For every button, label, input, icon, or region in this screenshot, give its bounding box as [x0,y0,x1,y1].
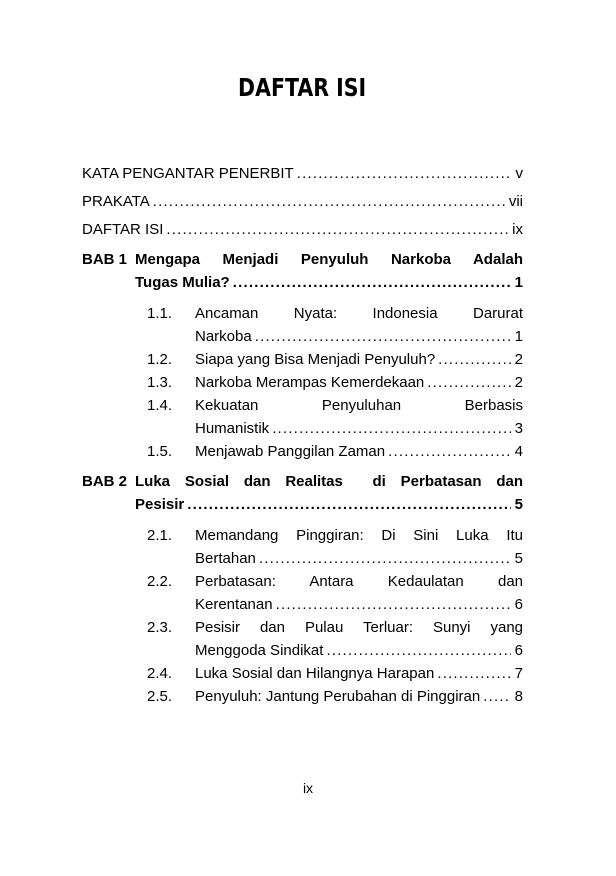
section-title-line: Memandang Pinggiran: Di Sini Luka Itu [195,527,523,544]
section-title [195,371,523,394]
section-title-text: Siapa yang Bisa Menjadi Penyuluh? [195,351,436,368]
page-number: 5 [514,496,523,513]
front-matter-label: KATA PENGANTAR PENERBIT [82,165,294,182]
page-number: 1 [514,328,523,345]
toc-section-entry [82,524,523,570]
section-title-text: Penyuluh: Jantung Perubahan di Pinggiran [195,688,481,705]
dot-leader [438,348,510,371]
dot-leader [388,440,511,463]
section-title-text: Kerentanan [195,596,273,613]
page-title [82,0,523,102]
dot-leader [255,325,511,348]
toc-section-entry [82,570,523,616]
section-title-text: Bertahan [195,550,256,567]
dot-leader [259,547,511,570]
section-title [195,570,523,616]
section-number: 2.3. [147,619,173,636]
front-matter-line [82,218,523,241]
section-title-text: Narkoba [195,328,252,345]
page-number: 4 [514,443,523,460]
page-title-text: DAFTAR ISI [238,73,367,102]
chapter-title-line [135,271,523,294]
section-title-line [195,685,523,708]
dot-leader [272,417,510,440]
section-list [82,302,523,463]
section-title [195,662,523,685]
toc-section-entry [82,662,523,685]
section-title-text: Narkoba Merampas Kemerdekaan [195,374,425,391]
section-number: 2.1. [147,527,173,544]
chapter-title [135,470,523,516]
section-title [195,616,523,662]
toc-chapter-block [82,470,523,708]
section-title-line [195,639,523,662]
page-number: vii [508,193,523,210]
section-title-text: Menggoda Sindikat [195,642,324,659]
page-number: 6 [514,642,523,659]
section-title-line [195,662,523,685]
dot-leader [483,685,510,708]
chapter-title-line: Luka Sosial dan Realitas di Perbatasan dan [135,473,523,490]
page-number: 6 [514,596,523,613]
chapter-label: BAB 1 [82,251,128,268]
section-title-line [195,593,523,616]
section-title-text: Humanistik [195,420,270,437]
section-title [195,685,523,708]
section-number: 2.4. [147,665,173,682]
section-title-line: Perbatasan: Antara Kedaulatan dan [195,573,523,590]
toc-section-entry [82,394,523,440]
section-title-line [195,371,523,394]
toc-front-matter-entry [82,190,523,213]
section-number: 2.2. [147,573,173,590]
front-matter-line [82,162,523,185]
section-title-line [195,325,523,348]
chapter-title-line: Mengapa Menjadi Penyuluh Narkoba Adalah [135,251,523,268]
page-number: 8 [514,688,523,705]
section-number: 1.2. [147,351,173,368]
section-title [195,394,523,440]
front-matter-line [82,190,523,213]
chapter-title [135,248,523,294]
toc-section-entry [82,616,523,662]
dot-leader [326,639,510,662]
front-matter-label: DAFTAR ISI [82,221,164,238]
section-title [195,302,523,348]
section-title-line [195,547,523,570]
section-title-line [195,440,523,463]
page-number: v [515,165,523,182]
dot-leader [427,371,510,394]
section-list [82,524,523,708]
page-footer-number: ix [302,780,314,796]
section-title-line [195,348,523,371]
dot-leader [437,662,510,685]
page-number: 2 [514,374,523,391]
dot-leader [166,218,508,241]
section-title-text: Luka Sosial dan Hilangnya Harapan [195,665,435,682]
toc-section-entry [82,685,523,708]
toc-chapter-entry [82,248,523,294]
dot-leader [276,593,511,616]
section-title-text: Menjawab Panggilan Zaman [195,443,386,460]
section-title [195,524,523,570]
page-number: ix [512,221,523,238]
toc-section-entry [82,371,523,394]
section-title-line: Ancaman Nyata: Indonesia Darurat [195,305,523,322]
chapter-title-text: Tugas Mulia? [135,274,230,291]
page-number: 7 [514,665,523,682]
dot-leader [297,162,512,185]
section-title [195,440,523,463]
toc-section-entry [82,348,523,371]
toc-section-entry [82,440,523,463]
section-number: 1.5. [147,443,173,460]
toc-front-matter-entry [82,162,523,185]
toc-chapter-block [82,248,523,463]
toc-chapter-entry [82,470,523,516]
section-number: 1.1. [147,305,173,322]
page-number: 5 [514,550,523,567]
section-number: 1.4. [147,397,173,414]
dot-leader [153,190,505,213]
front-matter-label: PRAKATA [82,193,150,210]
dot-leader [233,271,511,294]
dot-leader [187,493,510,516]
section-title [195,348,523,371]
section-number: 2.5. [147,688,173,705]
chapter-label: BAB 2 [82,473,128,490]
section-title-line [195,417,523,440]
page-number: 1 [514,274,523,291]
section-number: 1.3. [147,374,173,391]
chapter-title-line [135,493,523,516]
toc-section-entry [82,302,523,348]
chapter-title-text: Pesisir [135,496,185,513]
section-title-line: Kekuatan Penyuluhan Berbasis [195,397,523,414]
section-title-line: Pesisir dan Pulau Terluar: Sunyi yang [195,619,523,636]
page-number: 2 [514,351,523,368]
page-number: 3 [514,420,523,437]
front-matter-list [82,162,523,241]
toc-front-matter-entry [82,218,523,241]
